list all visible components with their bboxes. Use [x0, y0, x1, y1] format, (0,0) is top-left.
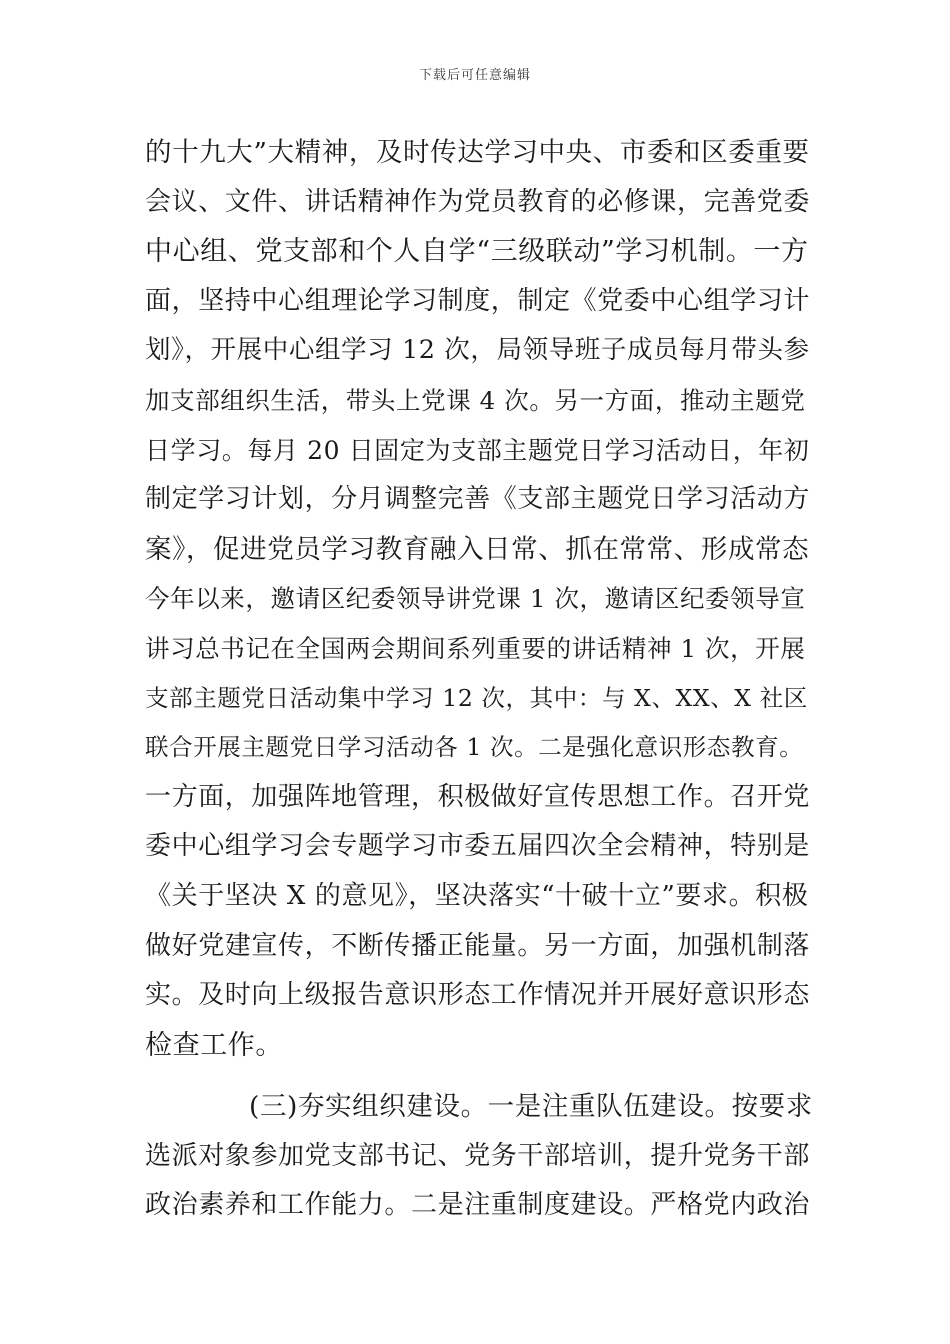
text-line: 面，坚持中心组理论学习制度，制定《党委中心组学习计 [145, 285, 811, 316]
text-line: 联合开展主题党日学习活动各 1 次。二是强化意识形态教育。 [145, 733, 804, 762]
text-line: 今年以来，邀请区纪委领导讲党课 1 次，邀请区纪委领导宣 [145, 584, 806, 614]
page-header: 下载后可任意编辑 [418, 68, 531, 83]
paragraph-2 [145, 1082, 815, 1231]
paragraph-spacer [145, 1070, 815, 1082]
text-line: 的十九大”大精神，及时传达学习中央、市委和区委重要 [145, 137, 810, 168]
document-body [145, 128, 815, 1231]
text-line: 制定学习计划，分月调整完善《支部主题党日学习活动方 [145, 484, 811, 515]
text-line: (三)夯实组织建设。一是注重队伍建设。按要求 [249, 1091, 813, 1123]
text-line: 委中心组学习会专题学习市委五届四次全会精神，特别是 [145, 831, 811, 862]
text-line: 案》，促进党员学习教育融入日常、抓在常常、形成常态 [145, 533, 810, 565]
text-line: 讲习总书记在全国两会期间系列重要的讲话精神 1 次，开展 [145, 633, 806, 663]
text-line: 《关于坚决 X 的意见》，坚决落实“十破十立”要求。积极 [145, 880, 809, 911]
text-line: 政治素养和工作能力。二是注重制度建设。严格党内政治 [145, 1190, 811, 1221]
text-line: 实。及时向上级报告意识形态工作情况并开展好意识形态 [145, 980, 811, 1011]
text-line: 加支部组织生活，带头上党课 4 次。另一方面，推动主题党 [145, 385, 806, 415]
text-line: 检查工作。 [145, 1029, 283, 1061]
text-line: 选派对象参加党支部书记、党务干部培训，提升党务干部 [145, 1140, 811, 1171]
text-line: 划》，开展中心组学习 12 次，局领导班子成员每月带头参 [145, 335, 810, 366]
text-line: 会议、文件、讲话精神作为党员教育的必修课，完善党委 [145, 186, 811, 217]
text-line: 支部主题党日活动集中学习 12 次，其中：与 X、XX、X 社区 [145, 683, 808, 712]
text-line: 一方面，加强阵地管理，积极做好宣传思想工作。召开党 [145, 781, 811, 812]
paragraph-1 [145, 128, 815, 1070]
text-line: 做好党建宣传，不断传播正能量。另一方面，加强机制落 [145, 930, 811, 961]
text-line: 日学习。每月 20 日固定为支部主题党日学习活动日，年初 [145, 435, 810, 465]
text-line: 中心组、党支部和个人自学“三级联动”学习机制。一方 [145, 236, 809, 268]
